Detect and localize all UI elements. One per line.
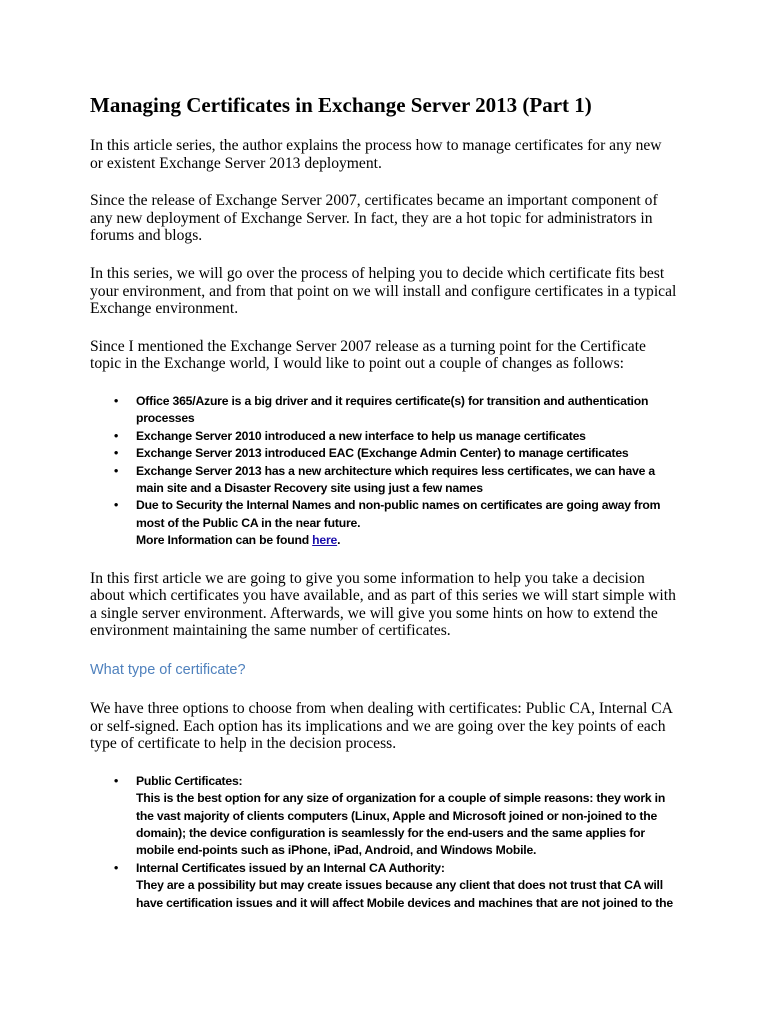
more-info-link[interactable]: here	[312, 533, 338, 548]
more-info-suffix: .	[337, 533, 341, 548]
change-text: Exchange Server 2010 introduced a new interface to help us manage certificates	[136, 428, 586, 443]
section-heading: What type of certificate?	[90, 661, 246, 678]
bullet-icon: •	[114, 860, 119, 875]
more-info-line	[136, 532, 678, 549]
type-label: Internal Certificates issued by an Internal CA Authority:	[136, 860, 445, 875]
more-info-prefix: More Information can be found	[136, 533, 313, 548]
after-list-paragraph: In this first article we are going to give you some information to help you take a decision about which certificates you have available, and as part of this series we will start simple with a single server environment. Afterwards, we will give you some hints on how to extend the environment maintaining the same number of certificates.	[90, 569, 676, 640]
bullet-icon: •	[114, 446, 119, 461]
section-intro-paragraph: We have three options to choose from when dealing with certificates: Public CA, Internal CA or self-signed. Each option has its implications and we are going over the key points of each type of certificate to help in the decision process.	[90, 699, 673, 753]
list-item	[114, 445, 678, 462]
article-title: Managing Certificates in Exchange Server 2013 (Part 1)	[90, 93, 592, 117]
list-item	[114, 497, 678, 549]
list-item	[114, 428, 678, 445]
type-description: This is the best option for any size of organization for a couple of simple reasons: they work in the vast majority of clients computers (Linux, Apple and Microsoft joined or non-joined to the domain); the device configuration is seamlessly for the end-users and the same applies for mobile end-points such as iPhone, iPad, Android, and Windows Mobile.	[136, 791, 666, 858]
bullet-icon: •	[114, 773, 119, 788]
bullet-icon: •	[114, 428, 119, 443]
intro-paragraph-4: Since I mentioned the Exchange Server 2007 release as a turning point for the Certificate topic in the Exchange world, I would like to point out a couple of changes as follows:	[90, 337, 646, 373]
type-label: Public Certificates:	[136, 773, 243, 788]
certificate-types-list	[90, 773, 678, 912]
change-text: Exchange Server 2013 introduced EAC (Exchange Admin Center) to manage certificates	[136, 446, 629, 461]
change-text: Due to Security the Internal Names and non-public names on certificates are going away from most of the Public CA in the near future.	[136, 498, 661, 530]
change-text: Exchange Server 2013 has a new architecture which requires less certificates, we can have a main site and a Disaster Recovery site using just a few names	[136, 463, 656, 495]
type-description: They are a possibility but may create issues because any client that does not trust that CA will have certification issues and it will affect Mobile devices and machines that are not joined to the	[136, 878, 673, 910]
list-item	[114, 773, 678, 860]
intro-paragraph-1: In this article series, the author explains the process how to manage certificates for any new or existent Exchange Server 2013 deployment.	[90, 137, 662, 172]
list-item	[114, 393, 678, 428]
bullet-icon: •	[114, 498, 119, 513]
list-item	[114, 463, 678, 498]
bullet-icon: •	[114, 463, 119, 478]
intro-paragraph-2: Since the release of Exchange Server 2007, certificates became an important component of any new deployment of Exchange Server. In fact, they are a hot topic for administrators in forums and blogs.	[90, 192, 658, 245]
change-text: Office 365/Azure is a big driver and it requires certificate(s) for transition and authentication processes	[136, 393, 649, 426]
intro-paragraph-3: In this series, we will go over the process of helping you to decide which certificate fits best your environment, and from that point on we will install and configure certificates in a typical Exchange environment.	[90, 264, 677, 318]
list-item	[114, 860, 678, 912]
bullet-icon: •	[114, 393, 119, 408]
changes-list	[90, 393, 678, 550]
